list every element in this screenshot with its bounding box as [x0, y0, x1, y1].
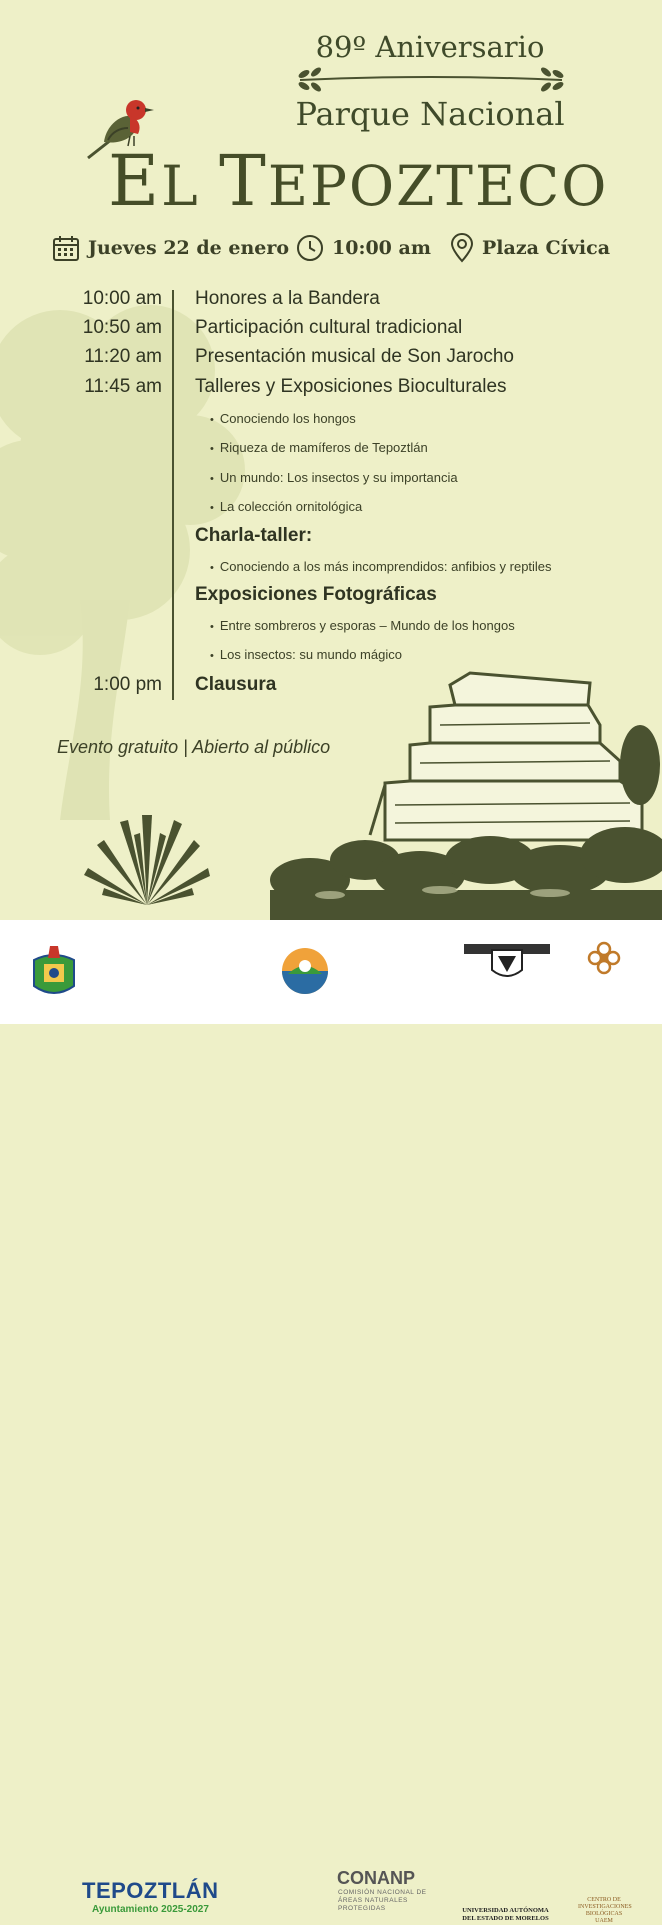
schedule-time: 10:00 am — [82, 288, 162, 309]
schedule-item: Honores a la Bandera — [195, 288, 380, 309]
conanp-logo-icon — [280, 946, 330, 996]
agave-plant-illustration — [82, 800, 212, 910]
schedule-time: 11:45 am — [84, 376, 162, 397]
taller-list-item: • Conociendo los hongos — [210, 411, 356, 426]
charla-heading: Charla-taller: — [195, 525, 313, 546]
free-event-note: Evento gratuito | Abierto al público — [57, 737, 331, 757]
title-initial-e: E — [108, 140, 162, 222]
event-time-text: 10:00 am — [332, 237, 431, 259]
vine-divider-icon — [290, 66, 572, 92]
title-initial-t: T — [219, 140, 268, 222]
expo-list-item: • Los insectos: su mundo mágico — [210, 647, 402, 662]
taller-list-item: • Un mundo: Los insectos y su importancia — [210, 470, 458, 485]
sponsor-footer — [0, 920, 662, 1924]
schedule-item: Participación cultural tradicional — [195, 317, 463, 338]
uaem-logo-name: UNIVERSIDAD AUTÓNOMA DEL ESTADO DE MORELOS — [462, 1907, 549, 1922]
title-rest-l: L — [161, 154, 220, 218]
title-rest-epozteco: EPOZTECO — [267, 154, 609, 218]
tepoztlan-logo-subtitle: Ayuntamiento 2025-2027 — [92, 1904, 209, 1915]
expo-heading: Exposiciones Fotográficas — [195, 584, 437, 605]
park-name-title — [108, 140, 609, 222]
event-date — [52, 232, 289, 264]
schedule-item-closing: Clausura — [195, 674, 277, 695]
tepoztlan-logo-name: TEPOZTLÁN — [82, 1878, 219, 1903]
poster — [0, 0, 662, 920]
expo-list-item: • Entre sombreros y esporas – Mundo de los hongos — [210, 618, 515, 633]
uaem-shield-icon — [464, 940, 550, 982]
location-pin-icon — [450, 233, 474, 263]
schedule-item: Talleres y Exposiciones Bioculturales — [195, 376, 507, 397]
event-place-text: Plaza Cívica — [482, 237, 611, 259]
calendar-icon — [52, 234, 80, 262]
event-place — [450, 232, 610, 264]
schedule-divider-line — [172, 290, 174, 700]
anniversary-heading: 89º Aniversario — [315, 30, 545, 64]
tepoztlan-coat-of-arms-icon — [30, 942, 78, 1002]
cib-flower-logo-icon — [586, 940, 622, 976]
conanp-logo-subtitle: COMISIÓN NACIONAL DE ÁREAS NATURALES PROTEGIDAS — [338, 1889, 427, 1912]
charla-list-item: • Conociendo a los más incomprendidos: anfibios y reptiles — [210, 559, 552, 574]
schedule-time: 1:00 pm — [93, 674, 162, 695]
cib-logo-name: CENTRO DE INVESTIGACIONES BIOLÓGICAS UAEM — [578, 1897, 632, 1924]
clock-icon — [296, 234, 324, 262]
event-time — [296, 232, 431, 264]
event-date-text: Jueves 22 de enero — [88, 237, 290, 259]
tepozteco-pyramid-illustration — [270, 665, 662, 920]
taller-list-item: • La colección ornitológica — [210, 499, 362, 514]
schedule-time: 11:20 am — [84, 346, 162, 367]
taller-list-item: • Riqueza de mamíferos de Tepoztlán — [210, 440, 428, 455]
schedule-item: Presentación musical de Son Jarocho — [195, 346, 514, 367]
park-heading: Parque Nacional — [295, 95, 565, 133]
conanp-logo-name: CONANP — [337, 1868, 416, 1888]
schedule-time: 10:50 am — [82, 317, 162, 338]
